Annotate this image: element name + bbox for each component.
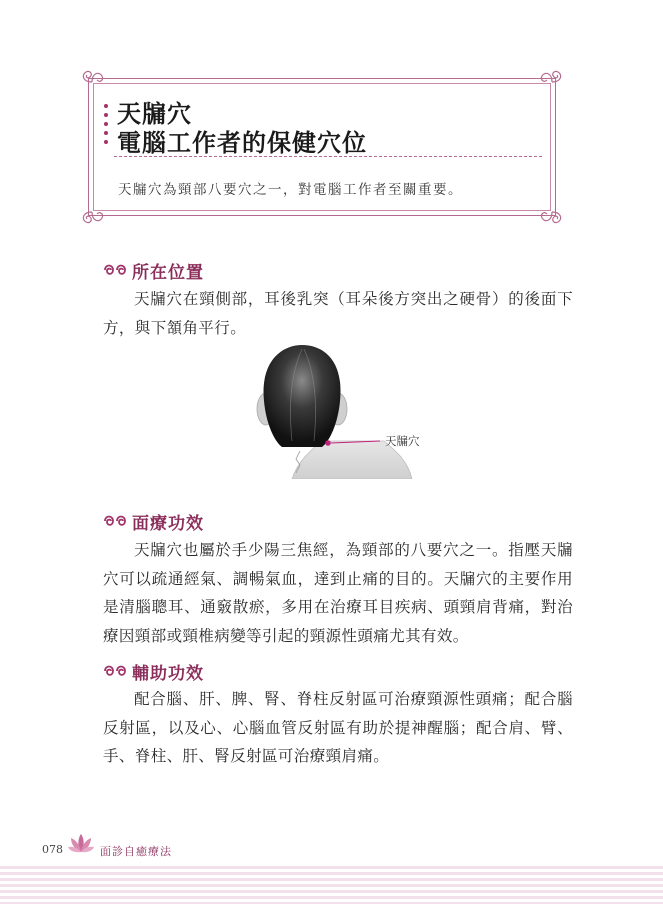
swirl-icon <box>102 261 128 279</box>
title-dots-icon <box>104 104 110 149</box>
page-subtitle-heading: 電腦工作者的保健穴位 <box>117 128 367 157</box>
section-body-effect: 天牖穴也屬於手少陽三焦經，為頸部的八要穴之一。指壓天牖穴可以疏通經氣、調暢氣血，達到止痛的目的。天牖穴的主要作用是清腦聰耳、通竅散瘀，多用在治療耳目疾病、頭頸肩背痛，對治療因頸部或頸椎病變等引起的頸源性頭痛尤其有效。 <box>103 541 573 645</box>
swirl-icon <box>102 512 128 530</box>
book-title: 面診自癒療法 <box>100 845 172 858</box>
section-body-auxiliary: 配合腦、肝、脾、腎、脊柱反射區可治療頸源性頭痛；配合腦反射區，以及心、心腦血管反射區有助於提神醒腦；配合肩、臂、手、脊柱、肝、腎反射區可治療頸肩痛。 <box>103 690 573 765</box>
section-title: 輔助功效 <box>132 663 204 684</box>
lotus-icon <box>68 832 94 854</box>
section-heading-effect <box>102 509 204 533</box>
section-heading-location <box>102 258 204 282</box>
page-title: 天牖穴 <box>117 99 192 128</box>
corner-ornament-icon <box>539 69 565 95</box>
corner-ornament-icon <box>79 69 105 95</box>
section-body-location: 天牖穴在頸側部，耳後乳突（耳朵後方突出之硬骨）的後面下方，與下頷角平行。 <box>103 290 573 337</box>
acupoint-label: 天牖穴 <box>385 434 420 448</box>
title-divider <box>114 156 542 157</box>
corner-ornament-icon <box>539 199 565 225</box>
corner-ornament-icon <box>79 199 105 225</box>
footer-stripes <box>0 866 663 904</box>
section-heading-auxiliary <box>102 659 204 683</box>
intro-text: 天牖穴為頸部八要穴之一，對電腦工作者至關重要。 <box>118 182 463 198</box>
page-number: 078 <box>42 843 63 856</box>
swirl-icon <box>102 662 128 680</box>
section-title: 面療功效 <box>132 513 204 534</box>
head-back-illustration <box>252 341 452 479</box>
section-title: 所在位置 <box>132 262 204 283</box>
